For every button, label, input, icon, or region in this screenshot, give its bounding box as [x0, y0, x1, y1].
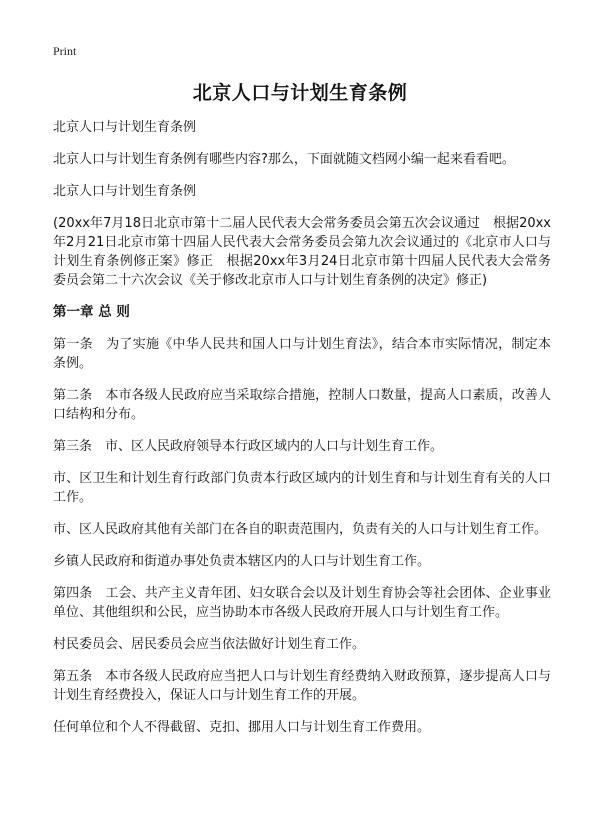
paragraph-subtitle-repeat: 北京人口与计划生育条例 [53, 184, 197, 199]
article-paragraph: 村民委员会、居民委员会应当依法做好计划生育工作。 [53, 637, 366, 652]
chapter-heading: 第一章 总 则 [53, 304, 130, 320]
article-paragraph: 市、区卫生和计划生育行政部门负责本行政区域内的计划生育和与计划生育有关的人口工作。 [53, 471, 551, 505]
paragraph-adoption-note: (20xx年7月18日北京市第十二届人民代表大会常务委员会第五次会议通过 根据20xx年2月21日北京市第十四届人民代表大会常务委员会第九次会议通过的《北京市人口与计划生育条例修正案》修正 根据20xx年3月24日北京市第十四届人民代表大会常务委员会第二十六次会议《关于修改北京市人口与计划生育条例的决定》修正) [53, 216, 551, 288]
article-paragraph: 第三条 市、区人民政府领导本行政区域内的人口与计划生育工作。 [53, 439, 444, 454]
print-link[interactable]: Print [53, 44, 77, 58]
article-paragraph: 市、区人民政府其他有关部门在各自的职责范围内，负责有关的人口与计划生育工作。 [53, 522, 548, 537]
article-paragraph: 第二条 本市各级人民政府应当采取综合措施，控制人口数量，提高人口素质，改善人口结构和分布。 [53, 388, 551, 422]
paragraph-subtitle: 北京人口与计划生育条例 [53, 120, 197, 135]
article-paragraph: 乡镇人民政府和街道办事处负责本辖区内的人口与计划生育工作。 [53, 554, 431, 569]
article-paragraph: 任何单位和个人不得截留、克扣、挪用人口与计划生育工作费用。 [53, 720, 431, 735]
paragraph-intro: 北京人口与计划生育条例有哪些内容?那么，下面就随文档网小编一起来看看吧。 [53, 152, 515, 167]
article-paragraph: 第四条 工会、共产主义青年团、妇女联合会以及计划生育协会等社会团体、企业事业单位、其他组织和公民，应当协助本市各级人民政府开展人口与计划生育工作。 [53, 586, 551, 620]
article-paragraph: 第五条 本市各级人民政府应当把人口与计划生育经费纳入财政预算，逐步提高人口与计划生育经费投入，保证人口与计划生育工作的开展。 [53, 669, 551, 703]
page-title: 北京人口与计划生育条例 [192, 82, 408, 104]
article-paragraph: 第一条 为了实施《中华人民共和国人口与计划生育法》，结合本市实际情况，制定本条例。 [53, 337, 551, 371]
document-body [53, 118, 551, 750]
